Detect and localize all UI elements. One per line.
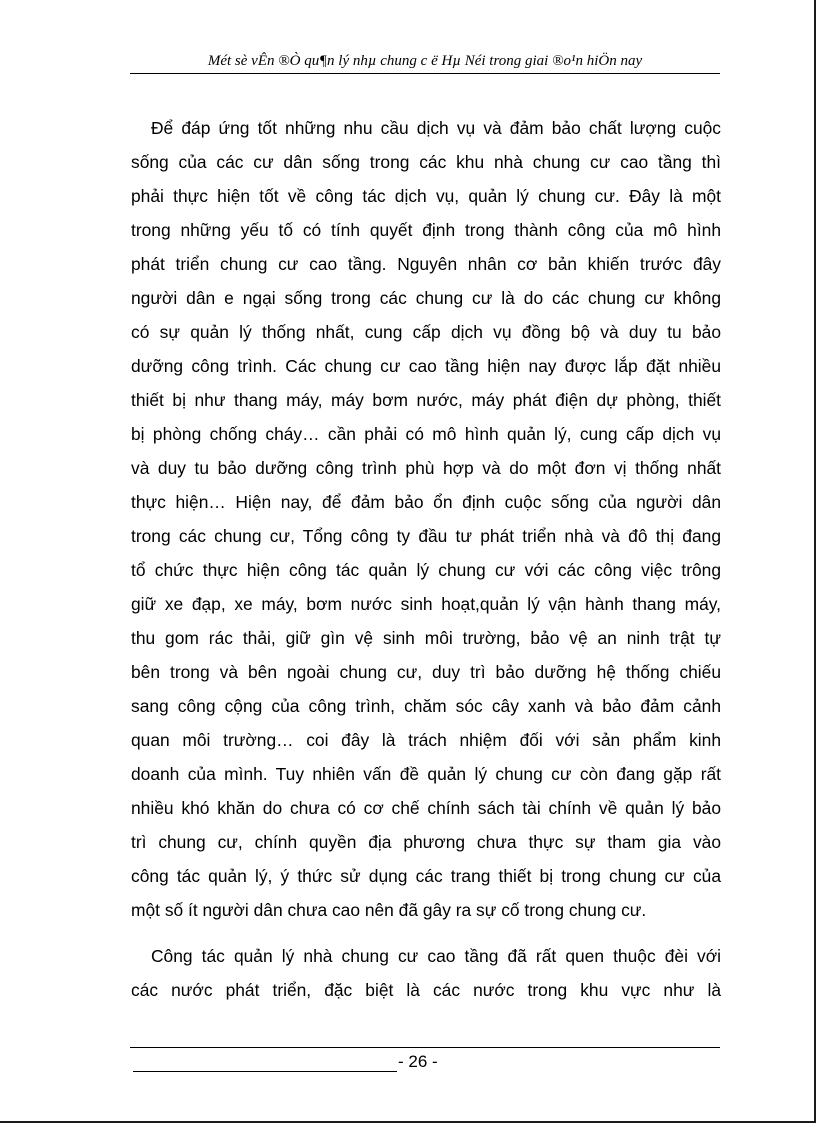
text-line: thực hiện… Hiện nay, để đảm bảo ổn định cuộc sống của người dân [131, 492, 721, 512]
page-number: - 26 - [398, 1052, 438, 1071]
text-line: công tác quản lý, ý thức sử dụng các trang thiết bị trong chung cư của [131, 866, 721, 886]
running-header: Mét sè vÊn ®Ò qu¶n lý nhµ chung c ë Hµ Néi trong giai ®o¹n hiÖn nay [207, 53, 643, 69]
text-line: dưỡng công trình. Các chung cư cao tầng hiện nay được lắp đặt nhiều [131, 356, 721, 376]
text-line: sang công cộng của công trình, chăm sóc cây xanh và bảo đảm cảnh [131, 696, 721, 716]
text-line: có sự quản lý thống nhất, cung cấp dịch vụ đồng bộ và duy tu bảo [131, 322, 721, 342]
text-line: thu gom rác thải, giữ gìn vệ sinh môi trường, bảo vệ an ninh trật tự [131, 628, 721, 648]
text-line: thiết bị như thang máy, máy bơm nước, máy phát điện dự phòng, thiết [131, 390, 721, 410]
text-line: và duy tu bảo dưỡng công trình phù hợp và do một đơn vị thống nhất [131, 458, 721, 478]
text-line: trong các chung cư, Tổng công ty đầu tư phát triển nhà và đô thị đang [131, 526, 721, 546]
text-line: người dân e ngại sống trong các chung cư là do các chung cư không [131, 288, 721, 308]
paragraph-spacing [131, 927, 721, 939]
footer-rule [130, 1047, 720, 1048]
text-line: một số ít người dân chưa cao nên đã gây ra sự cố trong chung cư. [131, 900, 647, 920]
text-line: doanh của mình. Tuy nhiên vấn đề quản lý chung cư còn đang gặp rất [131, 764, 721, 784]
text-line: phát triển chung cư cao tầng. Nguyên nhân cơ bản khiến trước đây [131, 254, 721, 274]
text-line: Để đáp ứng tốt những nhu cầu dịch vụ và đảm bảo chất lượng cuộc [151, 118, 721, 138]
text-line: trì chung cư, chính quyền địa phương chưa thực sự tham gia vào [131, 832, 721, 852]
text-line: bên trong và bên ngoài chung cư, duy trì bảo dưỡng hệ thống chiếu [131, 662, 721, 682]
footer-underline [133, 1071, 397, 1072]
text-line: phải thực hiện tốt về công tác dịch vụ, quản lý chung cư. Đây là một [131, 186, 721, 206]
text-line: quan môi trường… coi đây là trách nhiệm đối với sản phẩm kinh [131, 730, 721, 750]
text-line: giữ xe đạp, xe máy, bơm nước sinh hoạt,quản lý vận hành thang máy, [131, 594, 721, 614]
text-line: nhiều khó khăn do chưa có cơ chế chính sách tài chính về quản lý bảo [131, 798, 721, 818]
text-line: tổ chức thực hiện công tác quản lý chung cư với các công việc trông [131, 560, 721, 580]
text-line: các nước phát triển, đặc biệt là các nước trong khu vực như là [131, 980, 721, 1000]
text-line: trong những yếu tố có tính quyết định trong thành công của mô hình [131, 220, 721, 240]
text-line: Công tác quản lý nhà chung cư cao tầng đã rất quen thuộc đèi với [151, 946, 721, 966]
text-line: sống của các cư dân sống trong các khu nhà chung cư cao tầng thì [131, 152, 721, 172]
paragraph-2 [131, 939, 721, 1007]
header-rule [130, 73, 720, 74]
body-text [131, 111, 721, 1007]
text-line: bị phòng chống cháy… cần phải có mô hình quản lý, cung cấp dịch vụ [131, 424, 721, 444]
paragraph-1 [131, 111, 721, 927]
